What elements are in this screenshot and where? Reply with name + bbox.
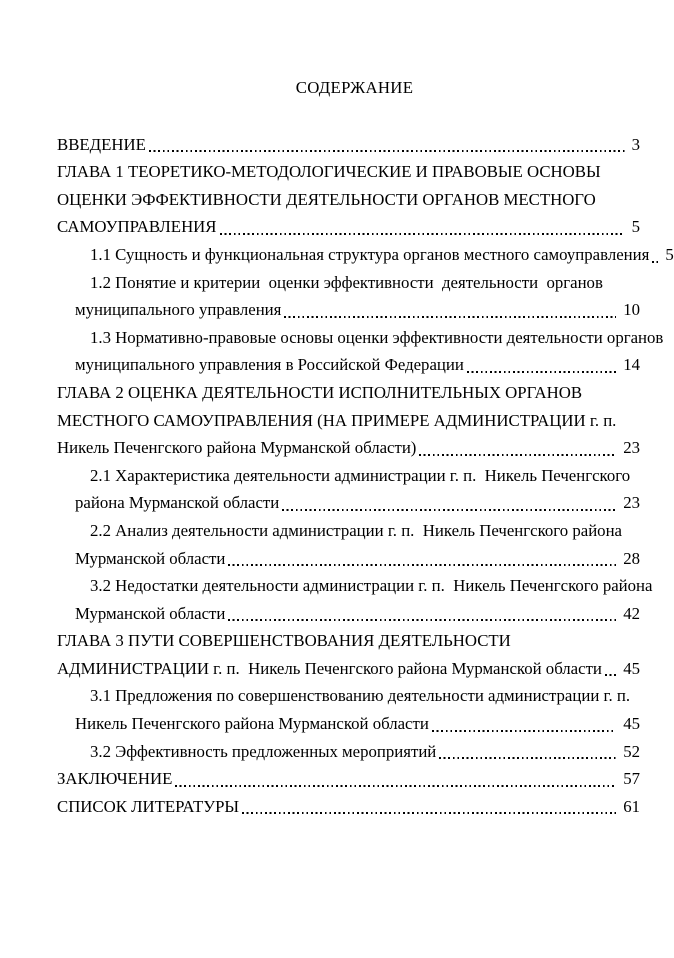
toc-line-text: СПИСОК ЛИТЕРАТУРЫ <box>57 796 240 816</box>
toc-line-text: 3.2 Недостатки деятельности администрации г. п. Никель Печенгского района <box>90 576 653 596</box>
toc-line <box>57 710 640 738</box>
toc-page-number: 42 <box>623 603 640 623</box>
toc-dot-leader <box>605 674 616 676</box>
toc-page-number: 14 <box>623 355 640 375</box>
toc-line <box>57 793 640 821</box>
toc-list <box>57 131 674 821</box>
toc-page-number: 61 <box>623 796 640 816</box>
toc-line <box>57 158 640 186</box>
toc-line-text: ВВЕДЕНИЕ <box>57 134 146 154</box>
toc-dot-leader <box>228 564 616 566</box>
toc-page-number: 23 <box>623 438 640 458</box>
toc-dot-leader <box>467 371 616 373</box>
toc-line-text: ОЦЕНКИ ЭФФЕКТИВНОСТИ ДЕЯТЕЛЬНОСТИ ОРГАНОВ МЕСТНОГО <box>57 189 596 209</box>
toc-line-text: Никель Печенгского района Мурманской области <box>75 714 429 734</box>
toc-page-number: 23 <box>623 493 640 513</box>
toc-line <box>57 324 664 352</box>
toc-line-text: ГЛАВА 1 ТЕОРЕТИКО-МЕТОДОЛОГИЧЕСКИЕ И ПРАВОВЫЕ ОСНОВЫ <box>57 162 601 182</box>
toc-line-text: ГЛАВА 3 ПУТИ СОВЕРШЕНСТВОВАНИЯ ДЕЯТЕЛЬНОСТИ <box>57 631 511 651</box>
toc-line <box>57 682 640 710</box>
toc-line-text: 1.1 Сущность и функциональная структура органов местного самоуправления <box>90 244 650 264</box>
toc-line <box>57 600 640 628</box>
toc-line <box>57 379 640 407</box>
toc-dot-leader <box>175 785 616 787</box>
toc-line-text: ЗАКЛЮЧЕНИЕ <box>57 769 173 789</box>
toc-line <box>57 131 640 159</box>
toc-line-text: 2.1 Характеристика деятельности администрации г. п. Никель Печенгского <box>90 465 631 485</box>
toc-dot-leader <box>228 619 616 621</box>
toc-line <box>57 517 640 545</box>
toc-line-text: муниципального управления <box>75 300 282 320</box>
toc-line <box>57 572 653 600</box>
toc-page-number: 5 <box>665 244 674 264</box>
toc-line-text: 2.2 Анализ деятельности администрации г. п. Никель Печенгского района <box>90 520 622 540</box>
toc-line-text: МЕСТНОГО САМОУПРАВЛЕНИЯ (НА ПРИМЕРЕ АДМИНИСТРАЦИИ г. п. <box>57 410 617 430</box>
toc-page-number: 28 <box>623 548 640 568</box>
toc-line-text: 1.2 Понятие и критерии оценки эффективности деятельности органов <box>90 272 603 292</box>
toc-line-text: ГЛАВА 2 ОЦЕНКА ДЕЯТЕЛЬНОСТИ ИСПОЛНИТЕЛЬНЫХ ОРГАНОВ <box>57 382 583 402</box>
toc-dot-leader <box>652 261 658 263</box>
toc-line <box>57 545 640 573</box>
toc-line-text: Мурманской области <box>75 603 226 623</box>
toc-dot-leader <box>432 730 616 732</box>
toc-line <box>57 241 674 269</box>
toc-line <box>57 765 640 793</box>
toc-line <box>57 655 640 683</box>
toc-dot-leader <box>439 757 616 759</box>
toc-line <box>57 627 640 655</box>
toc-line-text: АДМИНИСТРАЦИИ г. п. Никель Печенгского района Мурманской области <box>57 658 602 678</box>
toc-page-number: 3 <box>631 134 640 154</box>
toc-line <box>57 407 640 435</box>
toc-line <box>57 434 640 462</box>
toc-line <box>57 351 640 379</box>
toc-page-number: 5 <box>631 217 640 237</box>
toc-line-text: 3.1 Предложения по совершенствованию деятельности администрации г. п. <box>90 686 631 706</box>
toc-line <box>57 738 640 766</box>
toc-line-text: района Мурманской области <box>75 493 280 513</box>
toc-line <box>57 296 640 324</box>
toc-line-text: Мурманской области <box>75 548 226 568</box>
toc-page-number: 10 <box>623 300 640 320</box>
toc-line-text: САМОУПРАВЛЕНИЯ <box>57 217 217 237</box>
toc-dot-leader <box>282 509 616 511</box>
toc-line-text: Никель Печенгского района Мурманской области) <box>57 438 417 458</box>
toc-page-number: 52 <box>623 741 640 761</box>
toc-dot-leader <box>419 454 616 456</box>
page-title: СОДЕРЖАНИЕ <box>295 78 414 97</box>
toc-page-number: 45 <box>623 714 640 734</box>
toc-line <box>57 213 640 241</box>
toc-page-number: 57 <box>623 769 640 789</box>
toc-dot-leader <box>284 316 616 318</box>
toc-dot-leader <box>149 150 625 152</box>
toc-dot-leader <box>242 812 616 814</box>
toc-line <box>57 269 640 297</box>
toc-line <box>57 489 640 517</box>
toc-line <box>57 186 640 214</box>
toc-line-text: 1.3 Нормативно-правовые основы оценки эффективности деятельности органов <box>90 327 664 347</box>
toc-line-text: муниципального управления в Российской Федерации <box>75 355 464 375</box>
toc-dot-leader <box>220 233 625 235</box>
toc-line <box>57 462 640 490</box>
toc-line-text: 3.2 Эффективность предложенных мероприятий <box>90 741 437 761</box>
toc-page-number: 45 <box>623 658 640 678</box>
